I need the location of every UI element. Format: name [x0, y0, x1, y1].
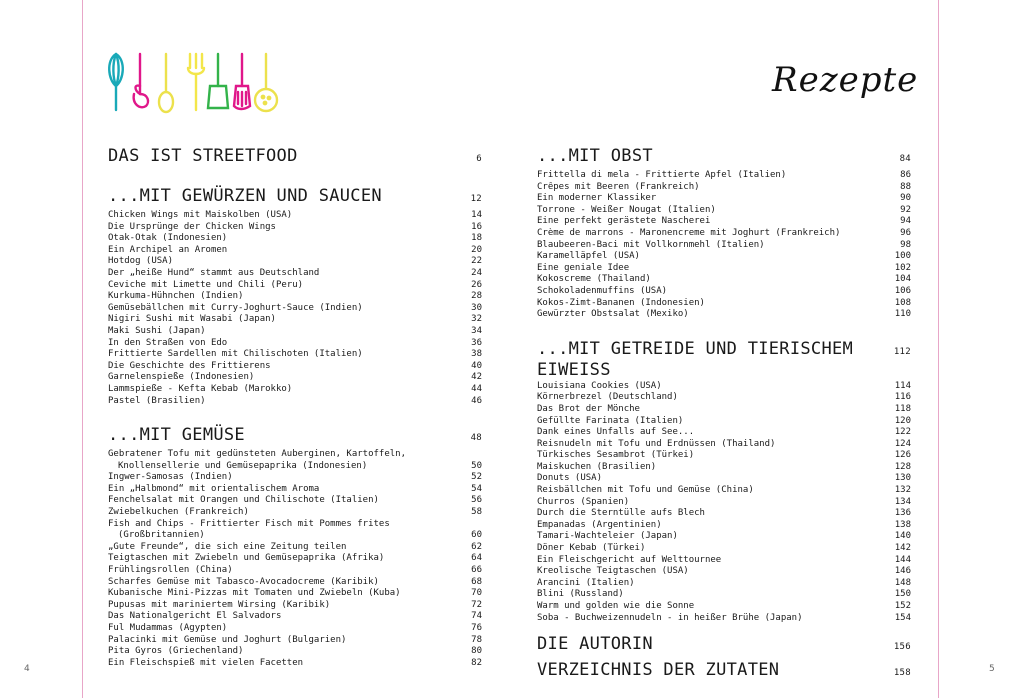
- toc-entry-page: 70: [471, 588, 482, 599]
- toc-entry: [537, 251, 911, 263]
- toc-entry-page: 120: [894, 415, 911, 426]
- toc-entry-title: Donuts (USA): [537, 473, 603, 484]
- toc-entry: [537, 508, 911, 520]
- right-page-edge: [938, 0, 939, 698]
- toc-entry-title: In den Straßen von Edo: [108, 337, 228, 348]
- toc-entry: [108, 303, 482, 315]
- toc-entry-page: 34: [471, 325, 482, 336]
- toc-entry-title: Kokoscreme (Thailand): [537, 274, 651, 285]
- toc-entry-page: 28: [471, 291, 482, 302]
- toc-entry-title: Teigtaschen mit Zwiebeln und Gemüsepaprika (Afrika): [108, 553, 385, 564]
- toc-entry: [537, 566, 911, 578]
- toc-heading-page: 112: [893, 346, 911, 357]
- toc-entry-page: 134: [894, 496, 911, 507]
- toc-entry: [108, 449, 482, 472]
- toc-entry-page: 26: [471, 279, 482, 290]
- toc-entry-page: 52: [471, 472, 482, 483]
- toc-entry-title: Reisnudeln mit Tofu und Erdnüssen (Thailand): [537, 438, 776, 449]
- toc-entry: [108, 472, 482, 484]
- toc-entry: [537, 309, 911, 321]
- toc-entry-page: 46: [471, 395, 482, 406]
- toc-entry-page: 42: [471, 372, 482, 383]
- toc-entry-page: 114: [894, 380, 911, 391]
- toc-entry: [537, 298, 911, 310]
- toc-entry-page: 144: [894, 554, 911, 565]
- toc-section-heading: [537, 146, 911, 170]
- toc-entry: [108, 245, 482, 257]
- toc-entry-title: Fenchelsalat mit Orangen und Chilischote (Italien): [108, 495, 379, 506]
- toc-heading-page: 158: [893, 668, 911, 679]
- toc-entry: [108, 210, 482, 222]
- toc-heading-page: 6: [476, 154, 482, 164]
- toc-entry: [537, 193, 911, 205]
- toc-left-column: [108, 146, 482, 669]
- toc-section: [537, 660, 911, 684]
- toc-entry-page: 20: [471, 244, 482, 255]
- toc-entry-title: Die Ursprünge der Chicken Wings: [108, 221, 276, 232]
- toc-section-heading: [108, 425, 482, 449]
- toc-entry: [537, 613, 911, 625]
- toc-entry-page: 104: [894, 274, 911, 285]
- toc-entry-page: 118: [894, 403, 911, 414]
- toc-entry-title: Kurkuma-Hühnchen (Indien): [108, 291, 244, 302]
- toc-section-heading: [108, 186, 482, 210]
- toc-entry-page: 96: [900, 227, 911, 238]
- toc-entry-page: 14: [471, 210, 482, 220]
- toc-entry-title: Crêpes mit Beeren (Frankreich): [537, 181, 700, 192]
- toc-entry-title: Döner Kebab (Türkei): [537, 543, 646, 554]
- toc-entry-title: Blini (Russland): [537, 589, 624, 600]
- toc-entry: [108, 565, 482, 577]
- toc-entry-title: Pita Gyros (Griechenland): [108, 646, 244, 657]
- toc-section-heading: [537, 634, 911, 658]
- toc-entry: [537, 439, 911, 451]
- toc-entry-page: 72: [471, 599, 482, 610]
- toc-entry: [108, 361, 482, 373]
- toc-entry-continuation-line: [108, 530, 482, 542]
- toc-entry-page: 92: [900, 204, 911, 215]
- toc-entry-page: 154: [894, 612, 911, 623]
- toc-entry-page: 24: [471, 267, 482, 278]
- toc-entry-title: Chicken Wings mit Maiskolben (USA): [108, 210, 293, 220]
- toc-entry-continuation-line: [108, 461, 482, 473]
- toc-entry-title: Hotdog (USA): [108, 256, 174, 267]
- toc-heading-title: VERZEICHNIS DER ZUTATEN: [537, 660, 780, 681]
- toc-entry-page: 30: [471, 302, 482, 313]
- toc-entry: [108, 314, 482, 326]
- toc-entry-page: 66: [471, 565, 482, 576]
- toc-entry: [537, 228, 911, 240]
- toc-entry-title: Arancini (Italien): [537, 577, 635, 588]
- toc-entry-title: Nigiri Sushi mit Wasabi (Japan): [108, 314, 276, 325]
- toc-entry-title: Das Nationalgericht El Salvadors: [108, 611, 282, 622]
- toc-entry-title: Kreolische Teigtaschen (USA): [537, 566, 689, 577]
- toc-entry-page: 62: [471, 541, 482, 552]
- toc-entry-title: Frittierte Sardellen mit Chilischoten (Italien): [108, 349, 363, 360]
- toc-entry-title: Maiskuchen (Brasilien): [537, 461, 657, 472]
- toc-entry-title: Lammspieße - Kefta Kebab (Marokko): [108, 383, 293, 394]
- toc-entry-page: 80: [471, 646, 482, 657]
- toc-entry: [537, 555, 911, 567]
- toc-entry-page: 94: [900, 216, 911, 227]
- toc-entry-title: Palacinki mit Gemüse und Joghurt (Bulgarien): [108, 634, 347, 645]
- toc-entry-page: 18: [471, 233, 482, 244]
- toc-entry-title: Karamelläpfel (USA): [537, 251, 640, 262]
- toc-entry-page: 146: [894, 566, 911, 577]
- toc-entry: [537, 216, 911, 228]
- toc-entry: [108, 484, 482, 496]
- toc-entry: [537, 427, 911, 439]
- toc-entry: [108, 338, 482, 350]
- toc-entry-title: Frühlingsrollen (China): [108, 565, 233, 576]
- toc-entry-title: Louisiana Cookies (USA): [537, 380, 662, 391]
- toc-entry-page: 102: [894, 262, 911, 273]
- toc-entry-page: 108: [894, 297, 911, 308]
- toc-entry: [108, 635, 482, 647]
- toc-heading-page: 156: [893, 642, 911, 653]
- toc-entry-page: 122: [894, 427, 911, 438]
- toc-entry-page: 140: [894, 531, 911, 542]
- toc-entry-title: Das Brot der Mönche: [537, 403, 640, 414]
- toc-entry-title: Zwiebelkuchen (Frankreich): [108, 507, 249, 518]
- toc-entry-title: Pupusas mit mariniertem Wirsing (Karibik): [108, 599, 331, 610]
- toc-entry: [108, 588, 482, 600]
- toc-entry-page: 110: [894, 309, 911, 320]
- toc-entry: [108, 384, 482, 396]
- toc-entry-title: Fish and Chips - Frittierter Fisch mit Pommes frites: [108, 518, 390, 529]
- toc-entry-page: 130: [894, 473, 911, 484]
- toc-section: [108, 425, 482, 669]
- toc-entry-title: Dank eines Unfalls auf See...: [537, 427, 695, 438]
- fork-icon: [188, 54, 204, 110]
- toc-entry-page: 148: [894, 577, 911, 588]
- toc-entry: [108, 658, 482, 670]
- toc-entry-title: Ful Mudammas (Ägypten): [108, 623, 228, 633]
- toc-entry-page: 136: [894, 508, 911, 519]
- toc-entry-continuation: Knollensellerie und Gemüsepaprika (Indonesien): [118, 460, 368, 471]
- kitchen-utensils-illustration: [104, 50, 280, 116]
- toc-entry-title: Eine geniale Idee: [537, 262, 630, 273]
- page-number-left: 4: [24, 664, 30, 674]
- toc-entry: [537, 450, 911, 462]
- toc-entry: [108, 600, 482, 612]
- toc-entry-title: Ingwer-Samosas (Indien): [108, 472, 233, 483]
- whisk-icon: [109, 54, 123, 110]
- toc-section: [537, 634, 911, 658]
- toc-entry-title: Ein Fleischspieß mit vielen Facetten: [108, 657, 304, 668]
- toc-entry-page: 152: [894, 601, 911, 611]
- toc-entry-page: 116: [894, 392, 911, 403]
- toc-heading-title: ...MIT GEMÜSE: [108, 425, 245, 446]
- toc-heading-page: 48: [470, 433, 482, 444]
- toc-entry: [537, 543, 911, 555]
- toc-section: [537, 339, 911, 624]
- spatula-icon: [208, 54, 228, 108]
- toc-entry: [537, 263, 911, 275]
- toc-entry: [537, 381, 911, 393]
- toc-entry-title: Pastel (Brasilien): [108, 395, 206, 406]
- toc-entry-page: 44: [471, 383, 482, 394]
- toc-entry-page: 36: [471, 337, 482, 348]
- toc-entry-title: Warm und golden wie die Sonne: [537, 601, 695, 611]
- brush-icon: [234, 54, 250, 109]
- toc-right-column: [537, 146, 911, 684]
- toc-entry: [537, 240, 911, 252]
- toc-entry-title: Garnelenspieße (Indonesien): [108, 372, 255, 383]
- toc-entry-title: Der „heiße Hund“ stammt aus Deutschland: [108, 267, 320, 278]
- toc-entry: [537, 170, 911, 182]
- toc-entry-page: 126: [894, 450, 911, 461]
- toc-entry-title: Reisbällchen mit Tofu und Gemüse (China): [537, 485, 754, 496]
- toc-entry: [537, 485, 911, 497]
- toc-entry: [108, 396, 482, 408]
- toc-entry: [537, 286, 911, 298]
- toc-section-heading: [537, 339, 911, 381]
- toc-section-heading: [537, 660, 911, 684]
- toc-section: [108, 146, 482, 170]
- toc-entry-page: 142: [894, 543, 911, 554]
- toc-entry-page: 74: [471, 611, 482, 622]
- toc-entry-title: Torrone - Weißer Nougat (Italien): [537, 204, 716, 215]
- toc-entry-page: 40: [471, 360, 482, 371]
- toc-entry-page: 82: [471, 657, 482, 668]
- toc-entry: [537, 392, 911, 404]
- toc-entry-title: Blaubeeren-Baci mit Vollkornmehl (Italien): [537, 239, 765, 250]
- toc-entry: [537, 416, 911, 428]
- toc-entry: [108, 256, 482, 268]
- toc-entry-title: Türkisches Sesambrot (Türkei): [537, 450, 695, 461]
- toc-section: [537, 146, 911, 321]
- toc-entry-page: 56: [471, 495, 482, 506]
- toc-entry-page: 88: [900, 181, 911, 192]
- toc-entry: [537, 578, 911, 590]
- toc-entry: [108, 611, 482, 623]
- toc-entry-title: Gefüllte Farinata (Italien): [537, 415, 684, 426]
- toc-entry: [108, 372, 482, 384]
- page-title: Rezepte: [772, 60, 919, 100]
- toc-entry: [108, 280, 482, 292]
- page-number-right: 5: [989, 664, 995, 674]
- spoon-icon: [159, 54, 173, 112]
- toc-entry-page: 50: [471, 460, 482, 471]
- toc-heading-page: 12: [470, 194, 482, 204]
- toc-entry-title: Soba - Buchweizennudeln - in heißer Brühe (Japan): [537, 612, 803, 623]
- toc-entry: [537, 274, 911, 286]
- toc-heading-title: ...MIT GETREIDE UND TIERISCHEM EIWEISS: [537, 338, 854, 380]
- toc-entry-page: 32: [471, 314, 482, 325]
- toc-entry: [108, 646, 482, 658]
- toc-entry: [108, 326, 482, 338]
- toc-entry-title: Ein „Halbmond“ mit orientalischem Aroma: [108, 483, 320, 494]
- toc-entry-title: Ein Fleischgericht auf Welttournee: [537, 554, 722, 565]
- toc-entry: [537, 182, 911, 194]
- toc-entry-page: 90: [900, 193, 911, 204]
- toc-entry-title: Crème de marrons - Maronencreme mit Joghurt (Frankreich): [537, 227, 841, 238]
- toc-entry: [108, 268, 482, 280]
- toc-entry-title: Ein moderner Klassiker: [537, 193, 657, 204]
- toc-entry-page: 128: [894, 461, 911, 472]
- toc-entry-page: 22: [471, 256, 482, 267]
- toc-entry-page: 100: [894, 251, 911, 262]
- toc-entry-page: 124: [894, 438, 911, 449]
- toc-entry-title: Scharfes Gemüse mit Tabasco-Avocadocreme (Karibik): [108, 576, 379, 587]
- toc-heading-title: DAS IST STREETFOOD: [108, 146, 298, 166]
- ladle-icon: [134, 54, 148, 107]
- toc-entry-title: Gebratener Tofu mit gedünsteten Auberginen, Kartoffeln,: [108, 449, 407, 460]
- toc-entry-title: Frittella di mela - Frittierte Äpfel (Italien): [537, 170, 787, 180]
- toc-entry-title: Gemüsebällchen mit Curry-Joghurt-Sauce (Indien): [108, 302, 363, 313]
- left-page-edge: [82, 0, 83, 698]
- toc-entry: [108, 222, 482, 234]
- toc-entry-page: 138: [894, 519, 911, 530]
- toc-entry: [108, 507, 482, 519]
- toc-entry-page: 150: [894, 589, 911, 600]
- toc-entry: [108, 553, 482, 565]
- toc-entry-title: Ceviche mit Limette und Chili (Peru): [108, 279, 304, 290]
- toc-section: [108, 186, 482, 407]
- toc-entry-continuation: (Großbritannien): [118, 530, 205, 541]
- toc-entry-title: Maki Sushi (Japan): [108, 325, 206, 336]
- toc-entry-title: Ein Archipel an Aromen: [108, 244, 228, 255]
- toc-entry: [537, 473, 911, 485]
- toc-entry: [108, 519, 482, 542]
- toc-entry: [108, 495, 482, 507]
- toc-entry: [108, 349, 482, 361]
- toc-entry-page: 64: [471, 553, 482, 564]
- toc-entry-title: Durch die Sterntülle aufs Blech: [537, 508, 705, 519]
- toc-entry: [537, 520, 911, 532]
- toc-entry: [108, 291, 482, 303]
- toc-entry-title: Empanadas (Argentinien): [537, 519, 662, 530]
- skimmer-icon: [255, 54, 277, 111]
- toc-entry-title: Kokos-Zimt-Bananen (Indonesien): [537, 297, 705, 308]
- toc-entry-page: 68: [471, 576, 482, 587]
- toc-entry-page: 76: [471, 623, 482, 633]
- toc-entry-title: Kubanische Mini-Pizzas mit Tomaten und Zwiebeln (Kuba): [108, 588, 401, 599]
- toc-entry-page: 54: [471, 483, 482, 494]
- toc-section-heading: [108, 146, 482, 170]
- toc-entry-page: 98: [900, 239, 911, 250]
- toc-entry: [537, 497, 911, 509]
- toc-entry-title: Otak-Otak (Indonesien): [108, 233, 228, 244]
- toc-entry-page: 132: [894, 485, 911, 496]
- toc-entry: [537, 531, 911, 543]
- toc-entry: [537, 205, 911, 217]
- toc-entry-title: Schokoladenmuffins (USA): [537, 285, 668, 296]
- toc-entry-page: 60: [471, 530, 482, 541]
- toc-entry: [108, 233, 482, 245]
- toc-entry: [108, 577, 482, 589]
- toc-heading-page: 84: [899, 154, 911, 164]
- toc-entry-page: 38: [471, 349, 482, 360]
- toc-entry-title: Eine perfekt gerästete Nascherei: [537, 216, 711, 227]
- toc-heading-title: DIE AUTORIN: [537, 634, 653, 655]
- toc-heading-title: ...MIT GEWÜRZEN UND SAUCEN: [108, 186, 382, 206]
- toc-entry: [108, 623, 482, 635]
- toc-entry-title: Tamari-Wachteleier (Japan): [537, 531, 678, 542]
- toc-entry-page: 86: [900, 170, 911, 180]
- toc-entry-title: Die Geschichte des Frittierens: [108, 360, 271, 371]
- toc-entry-page: 106: [894, 285, 911, 296]
- toc-entry-title: Churros (Spanien): [537, 496, 630, 507]
- toc-entry: [537, 601, 911, 613]
- toc-entry-page: 58: [471, 507, 482, 518]
- toc-entry-title: Körnerbrezel (Deutschland): [537, 392, 678, 403]
- toc-entry-page: 16: [471, 221, 482, 232]
- toc-entry-title: „Gute Freunde“, die sich eine Zeitung teilen: [108, 541, 347, 552]
- toc-entry: [537, 462, 911, 474]
- toc-entry: [537, 589, 911, 601]
- toc-heading-title: ...MIT OBST: [537, 146, 653, 166]
- toc-entry-page: 78: [471, 634, 482, 645]
- toc-entry: [108, 542, 482, 554]
- toc-entry-title: Gewürzter Obstsalat (Mexiko): [537, 309, 689, 320]
- toc-entry: [537, 404, 911, 416]
